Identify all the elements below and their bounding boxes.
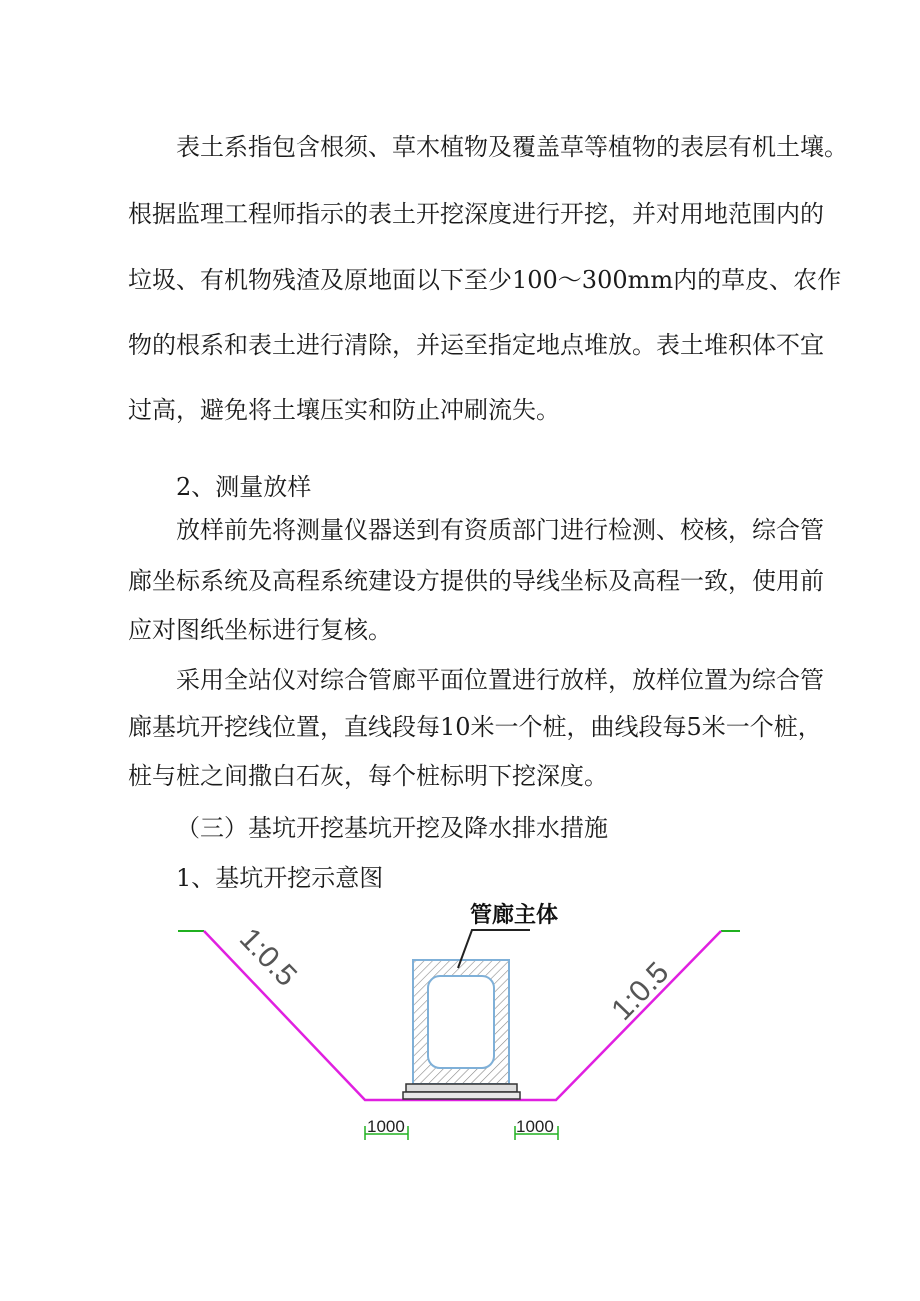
culvert-base-pad [406, 1084, 517, 1092]
para1-line3: 垃圾、有机物残渣及原地面以下至少100～300mm内的草皮、农作 [128, 266, 842, 294]
heading-survey: 2、测量放样 [176, 473, 312, 501]
heading-excavation: （三）基坑开挖基坑开挖及降水排水措施 [176, 814, 608, 842]
para1-line2: 根据监理工程师指示的表土开挖深度进行开挖，并对用地范围内的 [128, 200, 824, 228]
para2-line2: 廊坐标系统及高程系统建设方提供的导线坐标及高程一致，使用前 [128, 567, 824, 595]
heading-diagram: 1、基坑开挖示意图 [176, 864, 384, 892]
excavation-diagram [170, 892, 740, 1152]
para2-line3: 应对图纸坐标进行复核。 [128, 616, 392, 644]
para3-line2: 廊基坑开挖线位置，直线段每10米一个桩，曲线段每5米一个桩， [128, 713, 822, 741]
para1-line4: 物的根系和表土进行清除，并运至指定地点堆放。表土堆积体不宜 [128, 331, 824, 359]
para1-line5: 过高，避免将土壤压实和防止冲刷流失。 [128, 396, 560, 424]
para2-line1: 放样前先将测量仪器送到有资质部门进行检测、校核，综合管 [176, 516, 824, 544]
body-label: 管廊主体 [470, 903, 559, 928]
dim-left-label: 1000 [367, 1117, 405, 1136]
para3-line1: 采用全站仪对综合管廊平面位置进行放样，放样位置为综合管 [176, 666, 824, 694]
dim-right-label: 1000 [516, 1117, 554, 1136]
culvert-base-cushion [403, 1092, 520, 1099]
slope-right-label: 1:0.5 [605, 955, 676, 1027]
culvert-inner-cell [428, 976, 494, 1068]
para3-line3: 桩与桩之间撒白石灰，每个桩标明下挖深度。 [128, 762, 608, 790]
para1-line1: 表土系指包含根须、草木植物及覆盖草等植物的表层有机土壤。 [176, 133, 848, 161]
slope-left-label: 1:0.5 [232, 921, 304, 993]
